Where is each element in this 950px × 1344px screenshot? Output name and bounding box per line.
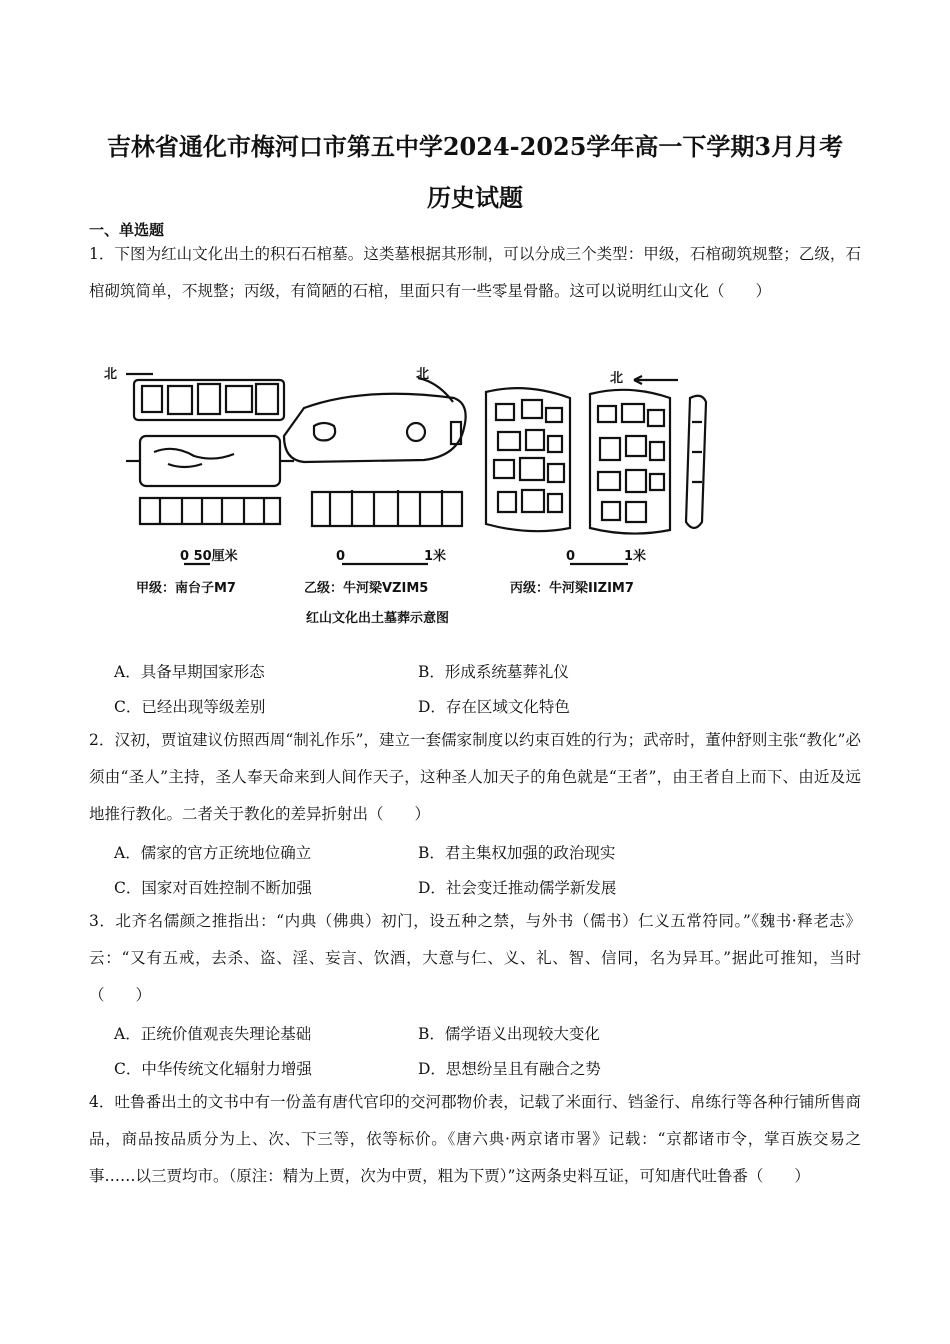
q3-option-d: D．思想纷呈且有融合之势 — [418, 1060, 601, 1078]
north-label-b: 北 — [416, 367, 430, 382]
q2-option-b: B．君主集权加强的政治现实 — [418, 844, 616, 862]
label-bing: 丙级：牛河梁IIZIM7 — [510, 581, 634, 596]
scale-b-0: 0 — [336, 549, 346, 564]
q2-option-d: D．社会变迁推动儒学新发展 — [418, 879, 617, 897]
question-2-stem: 2．汉初，贾谊建议仿照西周“制礼作乐”，建立一套儒家制度以约束百姓的行为；武帝时，董仲舒则主张“教化”必须由“圣人”主持，圣人奉天命来到人间作天子，这种圣人加天子的角色就是“王者”，由王者自上而下、由近及远地推行教化。二者关于教化的差异折射出（ ） — [89, 731, 861, 823]
exam-title-line1: 吉林省通化市梅河口市第五中学2024-2025学年高一下学期3月月考 — [106, 132, 844, 161]
north-label: 北 — [104, 367, 118, 382]
tomb-illustration — [98, 352, 730, 634]
q1-option-a: A．具备早期国家形态 — [114, 663, 265, 681]
figure-caption: 红山文化出土墓葬示意图 — [306, 611, 450, 626]
question-3-stem: 3．北齐名儒颜之推指出：“内典（佛典）初门，设五种之禁，与外书（儒书）仁义五常符同。”《魏书·释老志》云：“又有五戒，去杀、盗、淫、妄言、饮酒，大意与仁、义、礼、智、信同，名为异耳。”据此可推知，当时（ ） — [89, 912, 861, 1004]
question-4-stem: 4．吐鲁番出土的文书中有一份盖有唐代官印的交河郡物价表，记载了米面行、铛釜行、帛练行等各种行铺所售商品，商品按品质分为上、次、下三等，依等标价。《唐六典·两京诸市署》记载：“京都诸市令，掌百族交易之事……以三贾均市。（原注：精为上贾，次为中贾，粗为下贾）”这两条史料互证，可知唐代吐鲁番（ ） — [89, 1093, 861, 1185]
q1-option-b: B．形成系统墓葬礼仪 — [418, 663, 569, 681]
label-yi: 乙级：牛河梁VZIM5 — [304, 581, 429, 596]
scale-c-1: 1米 — [624, 549, 647, 564]
question-1-stem: 1．下图为红山文化出土的积石石棺墓。这类墓根据其形制，可以分成三个类型：甲级，石棺砌筑规整；乙级，石棺砌筑简单，不规整；丙级，有简陋的石棺，里面只有一些零星骨骼。这可以说明红山文化（ ） — [89, 245, 861, 300]
q3-option-b: B．儒学语义出现较大变化 — [418, 1025, 600, 1043]
scale-c-0: 0 — [566, 549, 576, 564]
tomb-figure — [98, 352, 730, 634]
q1-option-d: D．存在区域文化特色 — [418, 698, 570, 716]
q3-option-c: C．中华传统文化辐射力增强 — [114, 1060, 312, 1078]
q2-option-c: C．国家对百姓控制不断加强 — [114, 879, 312, 897]
scale-b-1: 1米 — [424, 549, 447, 564]
label-jia: 甲级：南台子M7 — [136, 581, 236, 596]
q3-option-a: A．正统价值观丧失理论基础 — [114, 1025, 312, 1043]
exam-title-line2: 历史试题 — [427, 183, 523, 212]
q2-option-a: A．儒家的官方正统地位确立 — [114, 844, 312, 862]
section-heading: 一、单选题 — [89, 221, 165, 239]
scale-a: 0 50厘米 — [180, 549, 238, 564]
north-label-c: 北 — [610, 371, 624, 386]
q1-option-c: C．已经出现等级差别 — [114, 698, 266, 716]
